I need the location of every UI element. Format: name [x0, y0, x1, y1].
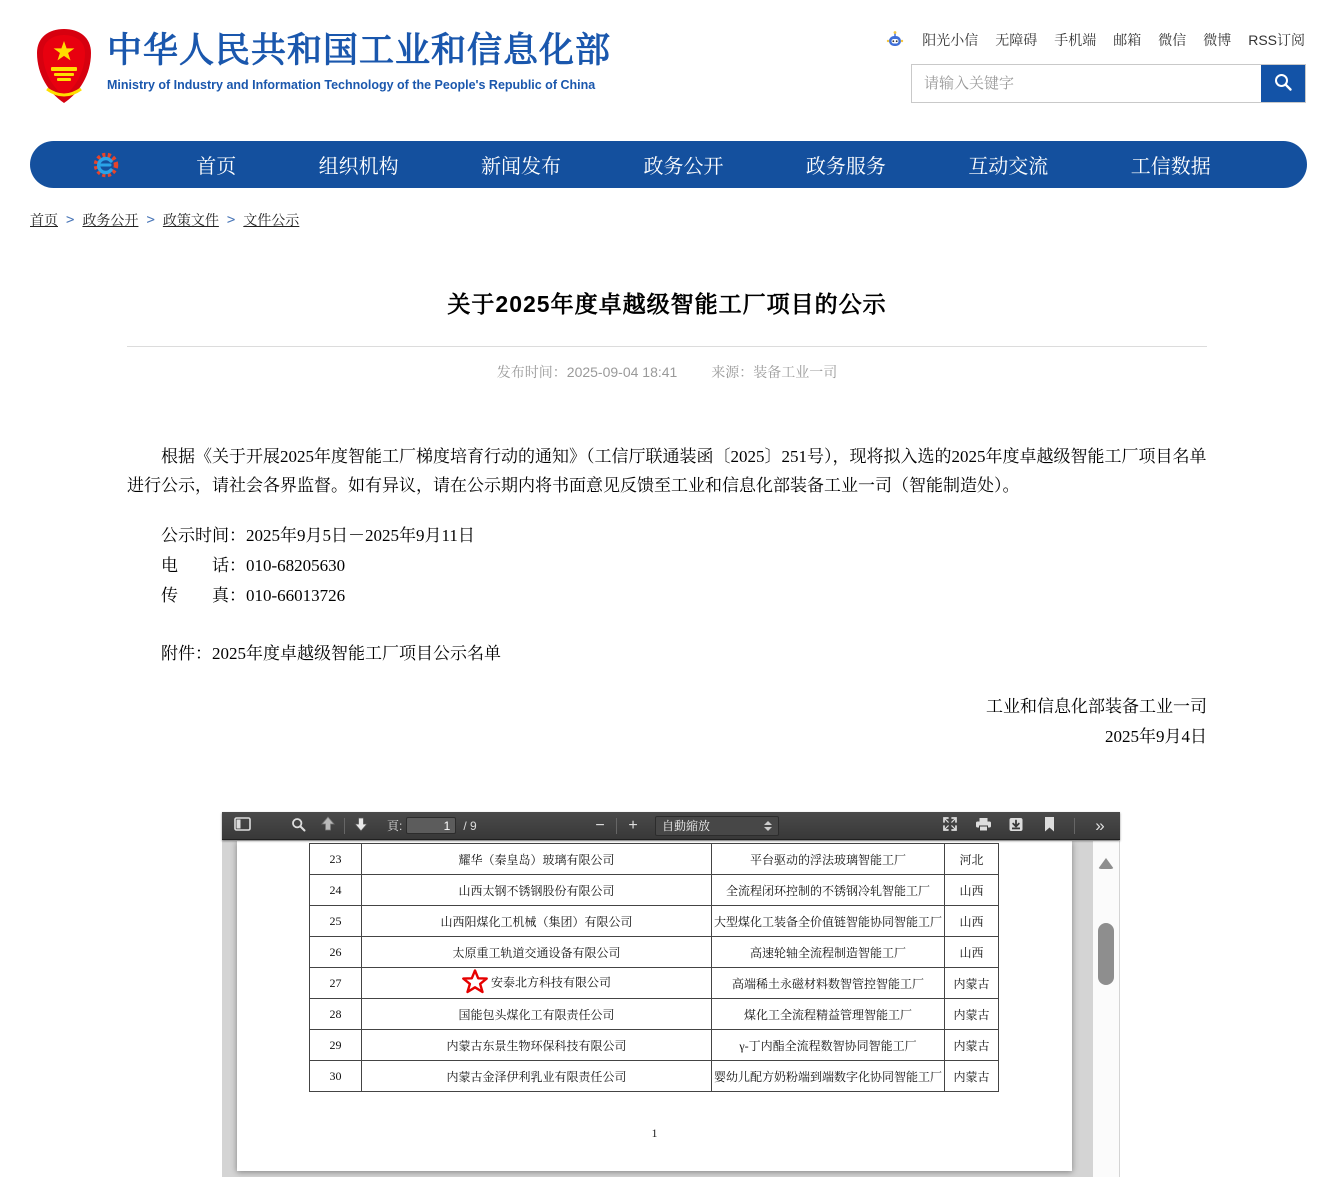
- link-wechat[interactable]: 微信: [1158, 32, 1187, 48]
- nav-item-gov-services[interactable]: 政务服务: [805, 156, 886, 178]
- table-row: 25 山西阳煤化工机械（集团）有限公司 大型煤化工装备全价值链智能协同智能工厂 山西: [310, 906, 999, 937]
- utility-links: [885, 30, 1305, 50]
- publicity-list-table: [309, 843, 999, 1092]
- zoom-select-value: 自動縮放: [662, 819, 711, 833]
- printer-icon: [975, 817, 992, 835]
- article-meta: [127, 362, 1207, 382]
- page-number-input[interactable]: [406, 817, 456, 834]
- link-rss[interactable]: RSS订阅: [1248, 32, 1305, 48]
- breadcrumb-separator: >: [66, 212, 75, 228]
- signature-date: 2025年9月4日: [1105, 727, 1207, 746]
- attachment-line: 附件：2025年度卓越级智能工厂项目公示名单: [161, 644, 501, 663]
- publish-time: 发布时间：2025-09-04 18:41: [496, 364, 678, 380]
- toolbar-divider: [616, 818, 617, 834]
- nav-items: [120, 150, 1307, 179]
- page-up-button[interactable]: [316, 814, 340, 838]
- bookmark-button[interactable]: [1037, 814, 1061, 838]
- pdf-find-button[interactable]: [286, 814, 310, 838]
- table-row-starred: 27 安泰北方科技有限公司 高端稀土永磁材料数智管控智能工厂 内蒙古: [310, 968, 999, 999]
- print-button[interactable]: [971, 814, 995, 838]
- breadcrumb-separator: >: [226, 212, 236, 228]
- page-label: 頁:: [387, 819, 403, 833]
- bookmark-icon: [1044, 817, 1055, 835]
- download-icon: [1008, 817, 1024, 835]
- zoom-in-button[interactable]: +: [621, 814, 645, 838]
- pdf-toolbar: [222, 812, 1120, 840]
- signature-org: 工业和信息化部装备工业一司: [986, 697, 1207, 716]
- main-nav: [30, 141, 1307, 188]
- nav-item-organization[interactable]: 组织机构: [318, 156, 399, 178]
- nav-item-interaction[interactable]: 互动交流: [968, 156, 1049, 178]
- arrow-up-icon: [320, 816, 336, 835]
- page-total: / 9: [463, 818, 477, 833]
- table-row: 29 内蒙古东景生物环保科技有限公司 γ-丁内酯全流程数智协同智能工厂 内蒙古: [310, 1030, 999, 1061]
- national-emblem-logo: [35, 27, 93, 110]
- pdf-viewer: [222, 812, 1120, 1177]
- notice-period-line: 公示时间：2025年9月5日－2025年9月11日: [161, 526, 475, 545]
- toolbar-divider: [344, 818, 345, 834]
- page-down-button[interactable]: [349, 814, 373, 838]
- breadcrumb-home[interactable]: 首页: [30, 212, 58, 228]
- title-divider: [127, 346, 1207, 347]
- pdf-scrollbar: [1093, 841, 1119, 1177]
- red-star-annotation-icon: [462, 969, 488, 998]
- scrollbar-thumb[interactable]: [1098, 923, 1114, 985]
- table-row: 23 耀华（秦皇岛）玻璃有限公司 平台驱动的浮法玻璃智能工厂 河北: [310, 844, 999, 875]
- link-mailbox[interactable]: 邮箱: [1113, 32, 1142, 48]
- sidebar-toggle-button[interactable]: [230, 814, 254, 838]
- search-input[interactable]: [912, 65, 1261, 102]
- sidebar-toggle-icon: [234, 817, 251, 834]
- article: [127, 250, 1207, 752]
- link-mobile[interactable]: 手机端: [1054, 32, 1097, 48]
- nav-item-gov-disclosure[interactable]: 政务公开: [643, 156, 724, 178]
- article-paragraph: 根据《关于开展2025年度智能工厂梯度培育行动的通知》（工信厅联通装函〔2025〕251号），现将拟入选的2025年度卓越级智能工厂项目名单进行公示，请社会各界监督。如有异议，请在公示期内将书面意见反馈至工业和信息化部装备工业一司（智能制造处）。: [127, 447, 1207, 495]
- pdf-page-number: 1: [651, 1126, 658, 1140]
- fax-line: 传 真：010-66013726: [161, 586, 346, 605]
- breadcrumb-separator: >: [146, 212, 155, 228]
- breadcrumb-gov-disclosure[interactable]: 政务公开: [82, 212, 139, 228]
- more-tools-button[interactable]: »: [1088, 814, 1112, 838]
- fullscreen-icon: [942, 816, 958, 835]
- assistant-robot-icon: [885, 30, 905, 50]
- toolbar-divider: [1074, 818, 1075, 834]
- search-icon: [1273, 72, 1293, 95]
- pdf-page: [237, 841, 1072, 1171]
- breadcrumb-policy-files[interactable]: 政策文件: [162, 212, 219, 228]
- link-accessibility[interactable]: 无障碍: [995, 32, 1038, 48]
- arrow-down-icon: [353, 816, 369, 835]
- table-row: 26 太原重工轨道交通设备有限公司 高速轮轴全流程制造智能工厂 山西: [310, 937, 999, 968]
- site-logo-block: [35, 27, 611, 110]
- pdf-content-area: [222, 841, 1120, 1177]
- nav-item-home[interactable]: 首页: [196, 156, 237, 178]
- dropdown-spinner-icon: [764, 821, 772, 831]
- site-header: [0, 0, 1333, 135]
- site-search: [911, 64, 1306, 103]
- scroll-up-icon[interactable]: [1097, 857, 1115, 871]
- download-button[interactable]: [1004, 814, 1028, 838]
- breadcrumb-file-publicity[interactable]: 文件公示: [243, 212, 300, 228]
- table-row: 24 山西太钢不锈钢股份有限公司 全流程闭环控制的不锈钢冷轧智能工厂 山西: [310, 875, 999, 906]
- presentation-mode-button[interactable]: [938, 814, 962, 838]
- breadcrumb: [30, 210, 299, 230]
- link-yangguangxiaoxin[interactable]: 阳光小信: [922, 32, 979, 48]
- phone-line: 电 话：010-68205630: [161, 556, 346, 575]
- nav-item-news[interactable]: 新闻发布: [481, 156, 562, 178]
- table-row: 28 国能包头煤化工有限责任公司 煤化工全流程精益管理智能工厂 内蒙古: [310, 999, 999, 1030]
- signature-block: [127, 692, 1207, 752]
- article-source: 来源：装备工业一司: [711, 364, 838, 380]
- page-title: 关于2025年度卓越级智能工厂项目的公示: [447, 291, 887, 317]
- magnifier-icon: [291, 817, 306, 835]
- table-row: 30 内蒙古金泽伊利乳业有限责任公司 婴幼儿配方奶粉端到端数字化协同智能工厂 内蒙古: [310, 1061, 999, 1092]
- zoom-select[interactable]: [655, 816, 779, 836]
- search-button[interactable]: [1261, 65, 1305, 102]
- link-weibo[interactable]: 微博: [1203, 32, 1232, 48]
- nav-item-miit-data[interactable]: 工信数据: [1130, 156, 1211, 178]
- site-title-en: Ministry of Industry and Information Technology of the People's Republic of China: [107, 78, 596, 92]
- site-title-cn: 中华人民共和国工业和信息化部: [107, 31, 612, 70]
- zoom-out-button[interactable]: −: [588, 814, 612, 838]
- miit-gear-logo-icon: [92, 151, 120, 179]
